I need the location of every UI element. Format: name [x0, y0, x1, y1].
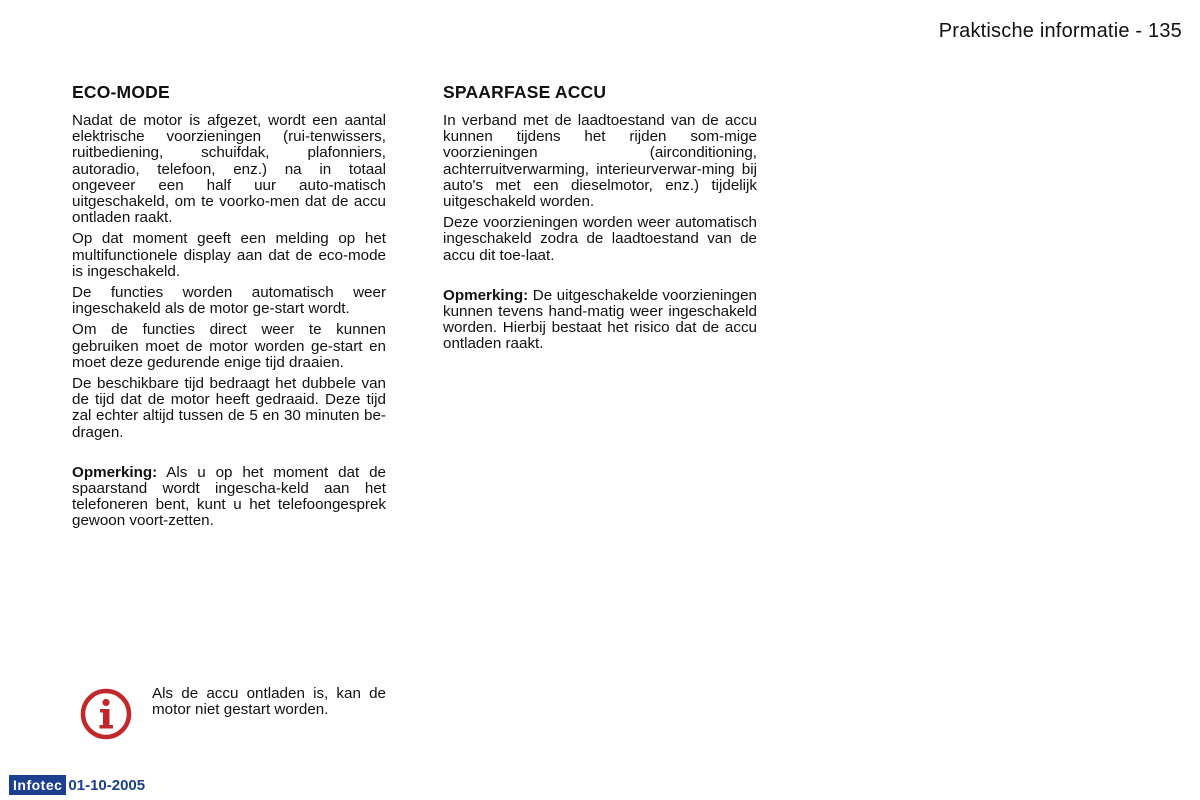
spaarfase-note [443, 288, 757, 353]
infotec-logo: Infotec [9, 775, 66, 795]
eco-mode-paragraph-1: Nadat de motor is afgezet, wordt een aantal elektrische voorzieningen (rui-tenwissers, ruitbediening, schuifdak, plafonniers, autoradio, telefoon, enz.) na in totaal ongeveer een half uur auto-matisch uitgeschakeld, om te voorko-men dat de accu ontladen raakt. [72, 112, 386, 227]
eco-mode-section [72, 82, 386, 535]
note-text: Als u op het moment dat de spaarstand wordt ingescha-keld aan het telefoneren bent, kunt u het telefoongesprek gewoon voort-zetten. [72, 463, 386, 530]
eco-mode-paragraph-3: De functies worden automatisch weer ingeschakeld als de motor ge-start wordt. [72, 284, 386, 318]
info-icon [80, 688, 132, 740]
eco-mode-paragraph-5: De beschikbare tijd bedraagt het dubbele van de tijd dat de motor heeft gedraaid. Deze tijd zal echter altijd tussen de 5 en 30 minuten be-dragen. [72, 375, 386, 441]
note-label: Opmerking: [72, 463, 158, 481]
notice-text: Als de accu ontladen is, kan de motor niet gestart worden. [152, 685, 386, 719]
note-label: Opmerking: [443, 286, 529, 304]
battery-notice [72, 686, 386, 718]
note-text: De uitgeschakelde voorzieningen kunnen tevens hand-matig weer ingeschakeld worden. Hierbij bestaat het risico dat de accu ontladen raakt. [443, 286, 757, 353]
page-header: Praktische informatie - 135 [938, 20, 1182, 42]
eco-mode-note [72, 465, 386, 530]
eco-mode-paragraph-4: Om de functies direct weer te kunnen gebruiken moet de motor worden ge-start en moet deze gedurende enige tijd draaien. [72, 321, 386, 371]
eco-mode-paragraph-2: Op dat moment geeft een melding op het multifunctionele display aan dat de eco-mode is ingeschakeld. [72, 230, 386, 280]
footer [9, 775, 145, 795]
footer-date: 01-10-2005 [68, 776, 146, 794]
spaarfase-paragraph-2: Deze voorzieningen worden weer automatisch ingeschakeld zodra de laadtoestand van de accu dit toe-laat. [443, 214, 757, 264]
spaarfase-heading: SPAARFASE ACCU [443, 82, 607, 102]
spaarfase-paragraph-1: In verband met de laadtoestand van de accu kunnen tijdens het rijden som-mige voorzieningen (airconditioning, achterruitverwarming, interieurverwar-ming bij auto's met een dieselmotor, enz.) tijdelijk uitgeschakeld worden. [443, 112, 757, 211]
eco-mode-heading: ECO-MODE [72, 82, 170, 102]
spaarfase-section [443, 82, 757, 358]
